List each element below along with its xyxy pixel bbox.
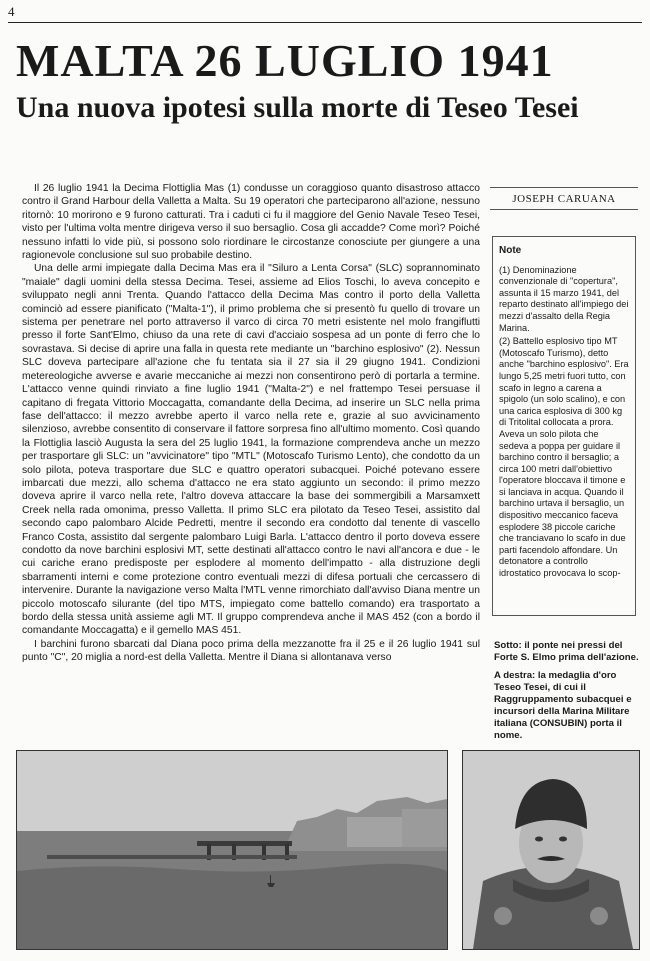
top-rule <box>8 22 642 23</box>
diver-portrait-illustration <box>463 751 639 949</box>
note-1: (1) Denominazione convenzionale di "copertura", assunta il 15 marzo 1941, del reparto destinato all'impiego dei mezzi d'assalto della Regia Marina. <box>499 264 629 333</box>
harbour-bridge-photo <box>16 750 448 950</box>
notes-heading: Note <box>499 245 522 256</box>
photo-caption <box>494 640 642 748</box>
article-subtitle: Una nuova ipotesi sulla morte di Teseo Tesei <box>16 91 579 124</box>
page-number: 4 <box>8 4 15 19</box>
body-paragraph-1: Il 26 luglio 1941 la Decima Flottiglia Mas (1) condusse un coraggioso quanto disastroso attacco contro il Grand Harbour della Valletta a Malta. Su 19 operatori che parteciparono all'azione, nessuno ritornò: 10 morirono e 9 furono catturati. Tra i caduti ci fu il maggiore del Genio Navale Teseo Tesei, visto per l'ultima volta mentre dirigeva verso il suo bersaglio. Cosa gli accadde? Come morì? Poiché nessuno infatti lo vide più, si possono solo riordinare le circostanze conosciute per giungere a una ragionevole conclusione sul suo probabile destino. <box>22 183 480 262</box>
body-paragraph-3: I barchini furono sbarcati dal Diana poco prima della mezzanotte fra il 25 e il 26 luglio 1941 sul punto "C", 20 miglia a nord-est della Valletta. Mentre il Diana si allontanava verso <box>22 638 480 664</box>
caption-right: A destra: la medaglia d'oro Teseo Tesei, di cui il Raggruppamento subacquei e incursori della Marina Militare italiana (CONSUBIN) porta il nome. <box>494 670 632 741</box>
article-body <box>22 182 480 665</box>
body-paragraph-2: Una delle armi impiegate dalla Decima Mas era il "Siluro a Lenta Corsa" (SLC) soprannominato "maiale" dagli uomini della stessa Decima. Tesei, assieme ad Elios Toschi, lo aveva concepito e sviluppato negli anni Trenta. Quando l'attacco della Decima Mas contro il porto della Valletta cominciò ad essere pianificato ("Malta-1"), il primo problema che si presentò fu quello di trovare un sistema per penetrare nel porto attraverso il varco di circa 70 metri esistente nel molo frangiflutti presso il forte Sant'Elmo, chiuso da una rete di cavi d'acciaio sospesa ad un ponte di ferro che lo sovrastava. Si decise di aprire una falla in questa rete mediante un "barchino esplosivo" (2). Nessun SLC doveva partecipare all'azione che fu tentata sia il 27 sia il 29 giugno 1941. Condizioni metereologiche avverse e avarie meccaniche ai mezzi non consentirono però di portarla a termine. L'attacco venne quindi rinviato a fine luglio 1941 ("Malta-2") e nel frattempo Tesei persuase il capitano di fregata Vittorio Moccagatta, comandante della Decima, ad inserire un SLC nella prima fase dell'attacco: il mezzo avrebbe aperto il varco nella rete e, grazie al suo avvicinamento silenzioso, avrebbe consentito di conservare il fattore sorpresa fino all'ultimo momento. Così quando la Flottiglia lasciò Augusta la sera del 25 luglio 1941, la formazione comprendeva anche un mezzo per trasportare gli SLC: un "avvicinatore" tipo "MTL" (Motoscafo Turismo Lento), che condotto da un solo pilota, poteva trasportare due SLC e quattro operatori subacquei. Poiché potevano essere imbarcati due mezzi, allo schema d'attacco ne era stato aggiunto un secondo: il primo mezzo doveva aprire il varco nella rete, l'altro doveva attaccare la base dei sommergibili a Marsamxett Creek nella rada omonima, presso Valletta. Il primo SLC era pilotato da Teseo Tesei, assistito dal secondo capo palombaro Alcide Pedretti, mentre il secondo era condotto dal tenente di vascello Franco Costa, assistito dal sergente palombaro Luigi Barla. L'attacco dentro il porto doveva essere condotto da nove barchini esplosivi MT, sette destinati all'attacco contro le navi all'ancora e due - le cui cariche erano predisposte per esplodere al momento dell'impatto - alla distruzione degli sbarramenti interni e come protezione contro eventuali mezzi di difesa portuali che cercassero di intervenire. Durante la navigazione verso Malta l'MTL venne rimorchiato dall'avviso Diana mentre un piccolo motoscafo silurante (del tipo MTS, impiegato come battello comando) era trasportato a bordo della stessa unità assieme agli MT. Il gruppo comprendeva anche il MAS 452 (con a bordo il comandante Moccagatta) e il gemello MAS 451. <box>22 263 480 637</box>
tesei-portrait-photo <box>462 750 640 950</box>
article-title: MALTA 26 LUGLIO 1941 <box>16 35 554 86</box>
caption-below: Sotto: il ponte nei pressi del Forte S. Elmo prima dell'azione. <box>494 640 639 663</box>
harbour-bridge-illustration <box>17 751 447 949</box>
author-byline: JOSEPH CARUANA <box>490 187 638 210</box>
notes-sidebar <box>492 236 636 616</box>
note-2: (2) Battello esplosivo tipo MT (Motoscafo Turismo), detto anche "barchino esplosivo". Era lungo 5,25 metri fuori tutto, con scafo in legno a carena a spigolo (un solo scalino), e con una carica esplosiva di 300 kg di Tritolital collocata a prora. Aveva un solo pilota che sedeva a poppa per guidare il barchino contro il bersaglio; a circa 100 metri dall'obiettivo l'operatore bloccava il timone e si lanciava in acqua. Quando il barchino urtava il bersaglio, un dispositivo meccanico faceva esplodere 38 piccole cariche che tranciavano lo scafo in due parti facendolo affondare. Un detonatore a controllo idrostatico provocava lo scop- <box>499 336 629 579</box>
